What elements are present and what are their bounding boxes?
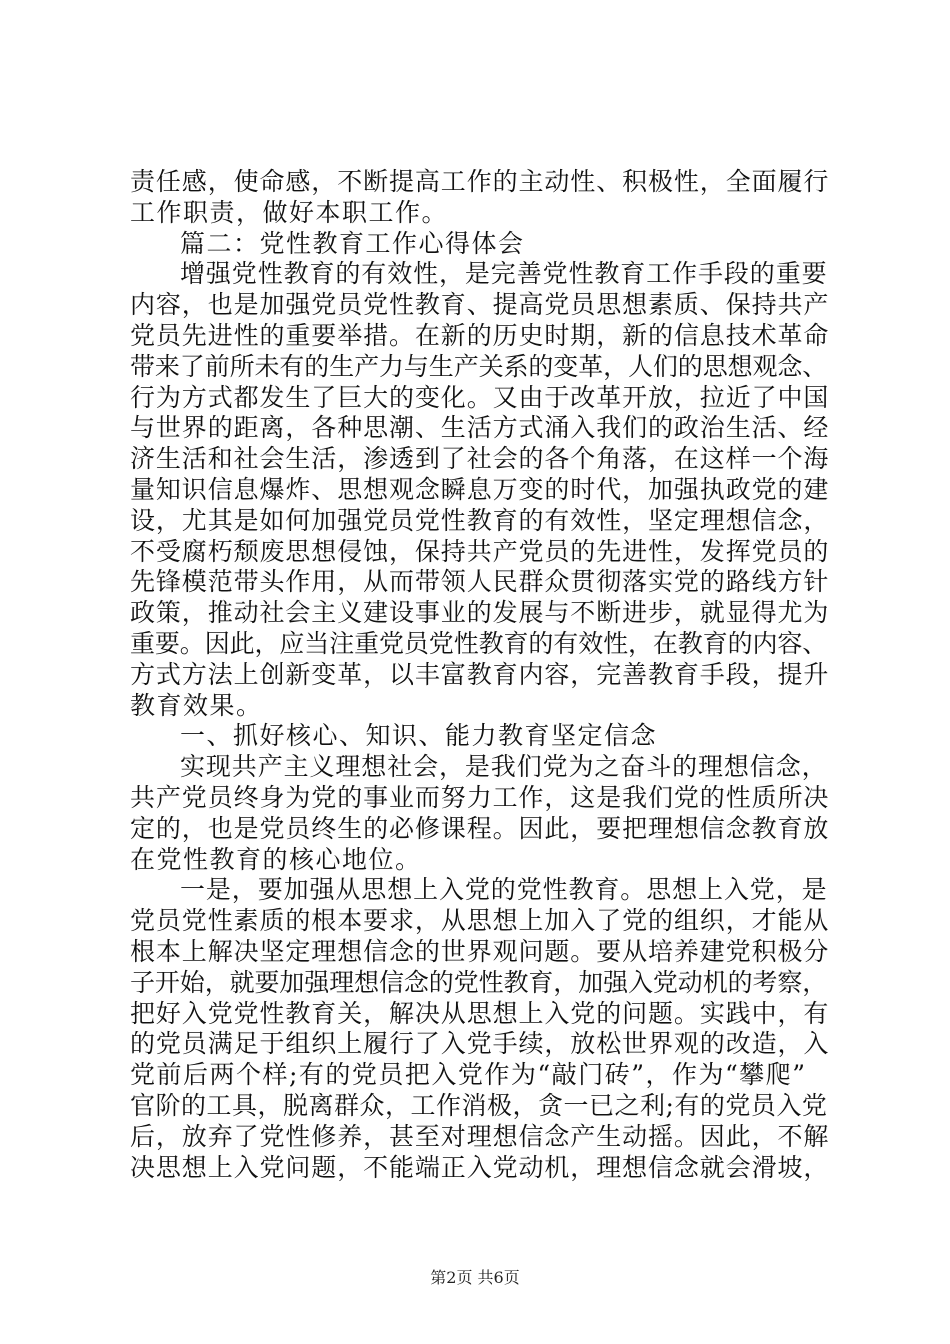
text-line: 的党员满足于组织上履行了入党手续，放松世界观的改造，入 — [130, 1029, 830, 1059]
text-line: 方式方法上创新变革，以丰富教育内容，完善教育手段，提升 — [130, 659, 830, 689]
text-line: 重要。因此，应当注重党员党性教育的有效性，在教育的内容、 — [130, 628, 828, 658]
text-line: 带来了前所未有的生产力与生产关系的变革，人们的思想观念、 — [130, 351, 828, 381]
text-line: 党员党性素质的根本要求，从思想上加入了党的组织，才能从 — [130, 906, 830, 936]
text-line: 济生活和社会生活，渗透到了社会的各个角落，在这样一个海 — [130, 444, 830, 474]
text-line: 政策，推动社会主义建设事业的发展与不断进步，就显得尤为 — [130, 598, 830, 628]
text-line: 先锋模范带头作用，从而带领人民群众贯彻落实党的路线方针 — [130, 567, 830, 597]
text-line: 内容，也是加强党员党性教育、提高党员思想素质、保持共产 — [130, 290, 830, 320]
text-line: 量知识信息爆炸、思想观念瞬息万变的时代，加强执政党的建 — [130, 474, 830, 504]
page-footer: 第2页 共6页 — [430, 1268, 520, 1287]
text-line: 教育效果。 — [130, 690, 263, 720]
text-line: 子开始，就要加强理想信念的党性教育，加强入党动机的考察， — [130, 967, 828, 997]
text-line: 篇二：党性教育工作心得体会 — [180, 228, 525, 258]
text-line: 增强党性教育的有效性，是完善党性教育工作手段的重要 — [180, 259, 828, 289]
text-line: 共产党员终身为党的事业而努力工作，这是我们党的性质所决 — [130, 782, 830, 812]
text-line: 行为方式都发生了巨大的变化。又由于改革开放，拉近了中国 — [130, 382, 830, 412]
text-line: 不受腐朽颓废思想侵蚀，保持共产党员的先进性，发挥党员的 — [130, 536, 830, 566]
text-line: 官阶的工具，脱离群众，工作消极，贪一已之利;有的党员入党 — [130, 1090, 828, 1120]
text-line: 实现共产主义理想社会，是我们党为之奋斗的理想信念， — [180, 752, 828, 782]
text-line: 在党性教育的核心地位。 — [130, 844, 422, 874]
text-line: 根本上解决坚定理想信念的世界观问题。要从培养建党积极分 — [130, 936, 830, 966]
text-line: 党员先进性的重要举措。在新的历史时期，新的信息技术革命 — [130, 320, 830, 350]
text-line: 工作职责，做好本职工作。 — [130, 197, 449, 227]
text-line: 决思想上入党问题，不能端正入党动机，理想信念就会滑坡， — [130, 1152, 830, 1182]
text-line: 一、抓好核心、知识、能力教育坚定信念 — [180, 721, 658, 751]
text-line: 设，尤其是如何加强党员党性教育的有效性，坚定理想信念， — [130, 505, 830, 535]
text-line: 一是，要加强从思想上入党的党性教育。思想上入党，是 — [180, 875, 828, 905]
document-body — [130, 167, 830, 1183]
text-line: 党前后两个样;有的党员把入党作为“敲门砖”，作为“攀爬” — [130, 1060, 807, 1090]
text-line: 定的，也是党员终生的必修课程。因此，要把理想信念教育放 — [130, 813, 830, 843]
text-line: 与世界的距离，各种思潮、生活方式涌入我们的政治生活、经 — [130, 413, 830, 443]
text-line: 后，放弃了党性修养，甚至对理想信念产生动摇。因此，不解 — [130, 1121, 830, 1151]
text-line: 把好入党党性教育关，解决从思想上入党的问题。实践中，有 — [130, 998, 830, 1028]
text-line: 责任感，使命感，不断提高工作的主动性、积极性，全面履行 — [130, 167, 830, 196]
